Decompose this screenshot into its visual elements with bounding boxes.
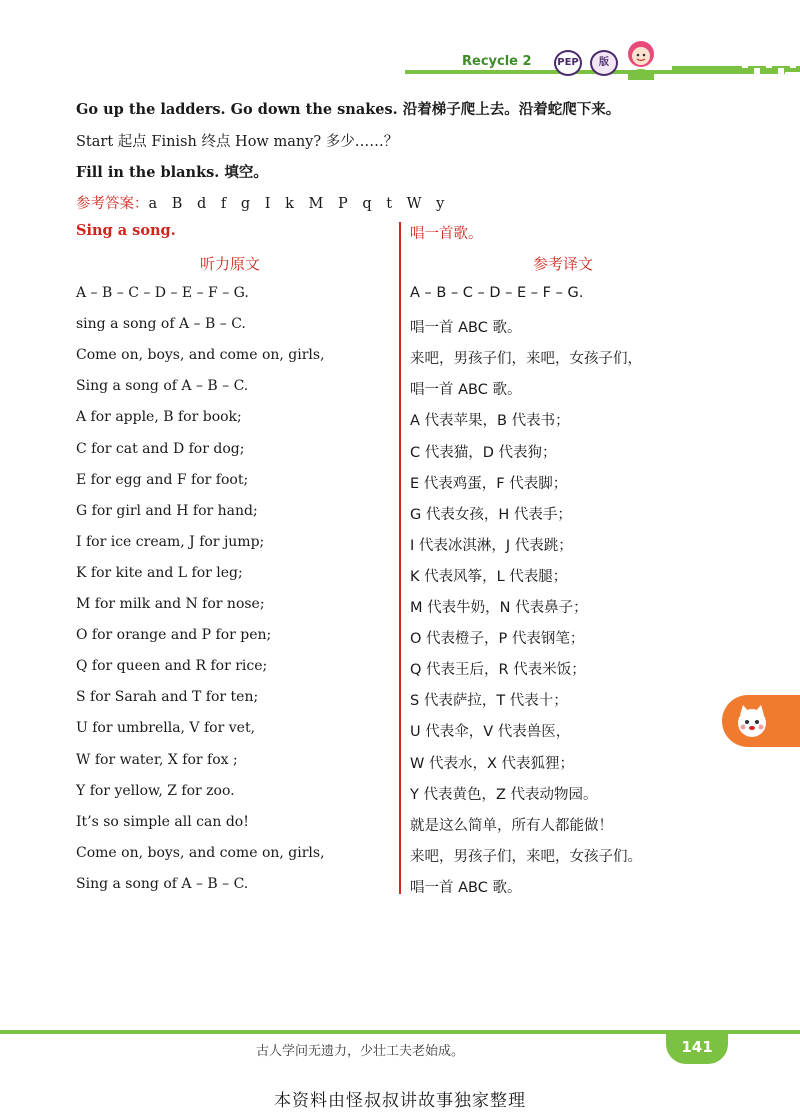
pep-badge: PEP [554, 50, 582, 76]
lyric-cn: E 代表鸡蛋，F 代表脚； [410, 475, 568, 492]
lyric-cn: U 代表伞，V 代表兽医， [410, 724, 571, 741]
footer-credit: 本资料由怪叔叔讲故事独家整理 [274, 1091, 526, 1111]
side-tab [722, 695, 800, 747]
lyric-cn: O 代表橙子，P 代表钢笔； [410, 631, 585, 648]
lyric-en: C for cat and D for dog; [76, 440, 245, 457]
lyric-en: U for umbrella, V for vet, [76, 720, 256, 737]
lyric-cn: Q 代表王后，R 代表米饭； [410, 662, 586, 679]
lyric-cn: W 代表水，X 代表狐狸； [410, 755, 574, 772]
girl-mascot-icon [616, 34, 666, 82]
lyric-en: Q for queen and R for rice; [76, 658, 268, 675]
vocab-line: Start 起点 Finish 终点 How many? 多少……？ [76, 134, 399, 150]
sing-song-heading-cn: 唱一首歌。 [410, 226, 483, 242]
answer-label: 参考答案： [76, 196, 149, 212]
lyric-en: W for water, X for fox ; [76, 751, 238, 768]
fill-blanks-instruction: Fill in the blanks. 填空。 [76, 164, 268, 181]
lyric-en: Come on, boys, and come on, girls, [76, 347, 325, 364]
lyric-en: sing a song of A – B – C. [76, 316, 246, 333]
lyric-cn: M 代表牛奶，N 代表鼻子； [410, 600, 588, 616]
lyric-cn: A 代表苹果，B 代表书； [410, 413, 570, 430]
lyric-en: O for orange and P for pen; [76, 627, 272, 644]
answer-line [76, 192, 444, 213]
lyric-cn: G 代表女孩，H 代表手； [410, 506, 572, 523]
lyric-en: S for Sarah and T for ten; [76, 689, 259, 706]
lyric-cn: 唱一首 ABC 歌。 [410, 382, 522, 399]
lyric-cn: I 代表冰淇淋，J 代表跳； [410, 537, 573, 554]
page-header [0, 40, 800, 90]
lyric-en: G for girl and H for hand; [76, 502, 258, 519]
lyric-en: It’s so simple all can do! [76, 813, 249, 830]
lyric-en: M for milk and N for nose; [76, 596, 265, 612]
checker-pattern [672, 62, 800, 76]
sing-song-heading: Sing a song. [76, 222, 176, 239]
lyric-cn: 唱一首 ABC 歌。 [410, 879, 522, 896]
footer-slogan: 古人学问无遗力，少壮工夫老始成。 [256, 1044, 465, 1059]
lyric-cn: 来吧，男孩子们，来吧，女孩子们， [410, 351, 642, 368]
lyric-en: K for kite and L for leg; [76, 564, 243, 581]
page-number: 141 [666, 1030, 728, 1064]
lyric-cn: 就是这么简单，所有人都能做！ [410, 817, 613, 834]
lyric-en: A – B – C – D – E – F – G. [76, 285, 249, 301]
edition-badge: 版 [590, 50, 618, 76]
lyric-en: Sing a song of A – B – C. [76, 378, 249, 395]
lyric-en: I for ice cream, J for jump; [76, 533, 265, 550]
lyric-cn: K 代表风筝，L 代表腿； [410, 568, 568, 585]
lyric-cn: Y 代表黄色，Z 代表动物园。 [410, 786, 598, 803]
cat-face-icon [732, 701, 772, 741]
transcript-heading: 听力原文 [200, 255, 261, 273]
lyric-en: E for egg and F for foot; [76, 471, 249, 488]
lyric-en: Y for yellow, Z for zoo. [76, 782, 235, 799]
lyric-en: Come on, boys, and come on, girls, [76, 844, 325, 861]
column-divider [399, 222, 401, 894]
translation-heading: 参考译文 [533, 255, 594, 273]
lyric-en: Sing a song of A – B – C. [76, 875, 249, 892]
lyric-en: A for apple, B for book; [76, 409, 242, 426]
lyric-cn: 唱一首 ABC 歌。 [410, 320, 522, 337]
answer-letters: a B d f g I k M P q t W y [148, 196, 445, 212]
lyric-cn: A – B – C – D – E – F – G. [410, 285, 584, 301]
ladders-instruction: Go up the ladders. Go down the snakes. 沿着梯子爬上去。沿着蛇爬下来。 [76, 101, 621, 118]
unit-title: Recycle 2 [462, 54, 532, 69]
lyric-cn: C 代表猫，D 代表狗； [410, 444, 557, 461]
lyric-cn: S 代表萨拉，T 代表十； [410, 693, 568, 710]
lyric-cn: 来吧，男孩子们，来吧，女孩子们。 [410, 848, 642, 865]
